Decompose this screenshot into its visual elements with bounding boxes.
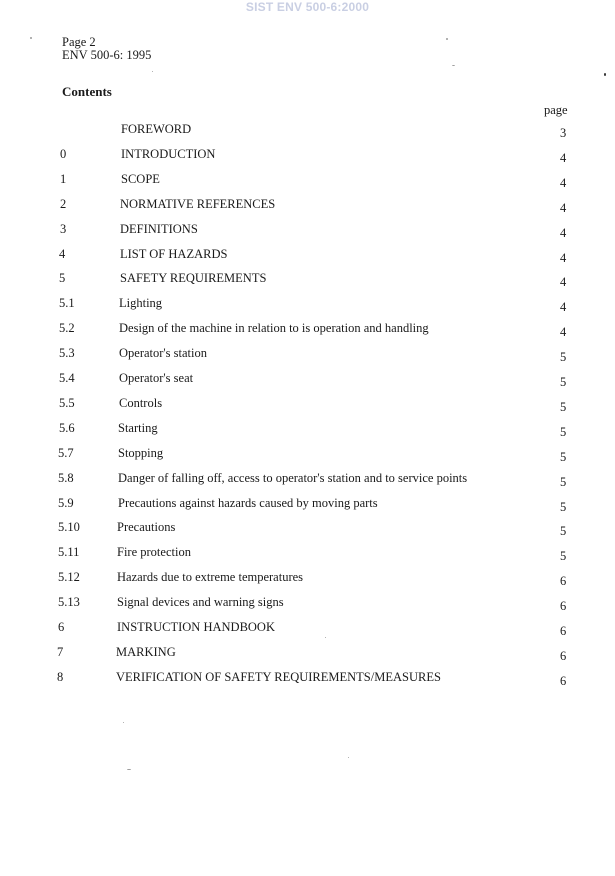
toc-entry-title: DEFINITIONS xyxy=(120,221,198,236)
scan-speck xyxy=(604,73,606,76)
scan-speck xyxy=(452,65,455,66)
toc-entry-number: 5.7 xyxy=(58,445,74,460)
toc-entry-number: 5.9 xyxy=(58,495,74,510)
toc-entry-number: 0 xyxy=(60,146,67,161)
scan-speck xyxy=(348,757,349,758)
scan-speck xyxy=(446,38,448,40)
toc-entry-number: 5.3 xyxy=(59,346,75,361)
toc-entry-number: 5 xyxy=(59,271,66,286)
toc-entry-page: 5 xyxy=(560,499,567,514)
toc-entry-page: 3 xyxy=(560,126,567,140)
toc-entry xyxy=(0,419,615,437)
toc-entry-title: INSTRUCTION HANDBOOK xyxy=(117,620,275,634)
toc-entry-page: 5 xyxy=(560,399,567,414)
toc-entry-number: 5.11 xyxy=(58,545,80,560)
standard-reference: ENV 500-6: 1995 xyxy=(62,48,152,62)
scan-speck xyxy=(152,71,153,72)
toc-entry-number: 5.10 xyxy=(58,520,80,535)
toc-entry xyxy=(0,518,615,539)
toc-entry-page: 5 xyxy=(560,350,567,365)
toc-entry-page: 4 xyxy=(560,200,567,215)
toc-entry-number: 5.4 xyxy=(59,371,75,385)
toc-entry-title: Precautions against hazards caused by moving parts xyxy=(118,495,378,510)
toc-entry xyxy=(0,643,615,661)
toc-entry-page: 4 xyxy=(560,150,567,165)
contents-heading: Contents xyxy=(62,84,112,99)
toc-entry xyxy=(0,120,615,138)
toc-entry-number: 7 xyxy=(57,644,64,659)
toc-entry-page: 6 xyxy=(560,648,567,663)
toc-entry-page: 5 xyxy=(560,375,567,389)
toc-entry-title: Controls xyxy=(119,395,163,410)
toc-entry-number: 2 xyxy=(60,196,67,211)
toc-entry xyxy=(0,344,615,365)
toc-entry-title: Signal devices and warning signs xyxy=(117,595,284,610)
toc-entry-page: 5 xyxy=(560,424,567,439)
toc-entry-title: Fire protection xyxy=(117,545,191,560)
toc-entry xyxy=(0,543,615,564)
toc-entry-page: 4 xyxy=(560,225,567,240)
toc-entry-number: 5.1 xyxy=(59,296,75,311)
toc-entry-title: Stopping xyxy=(118,445,164,460)
toc-entry-page: 4 xyxy=(560,300,567,315)
page-number-label: Page 2 xyxy=(62,35,96,49)
toc-entry xyxy=(0,195,615,213)
toc-entry-number: 5.12 xyxy=(58,570,80,585)
toc-entry-title: SCOPE xyxy=(121,171,160,186)
toc-entry xyxy=(0,568,615,589)
toc-entry xyxy=(0,369,615,387)
toc-entry-title: INTRODUCTION xyxy=(121,146,216,161)
toc-entry xyxy=(0,469,615,487)
toc-entry-number: 5.5 xyxy=(59,395,75,410)
toc-entry-page: 5 xyxy=(560,549,567,564)
toc-entry xyxy=(0,294,615,315)
toc-entry-title: FOREWORD xyxy=(121,122,192,136)
toc-entry xyxy=(0,220,615,238)
toc-entry-title: Starting xyxy=(118,420,158,435)
toc-entry xyxy=(0,494,615,512)
toc-entry xyxy=(0,145,615,163)
toc-entry-title: Lighting xyxy=(119,296,163,311)
toc-entry-number: 5.2 xyxy=(59,321,75,336)
toc-entry-page: 5 xyxy=(560,524,567,539)
toc-entry-title: Operator's station xyxy=(119,346,207,361)
toc-entry-title: SAFETY REQUIREMENTS xyxy=(120,271,267,286)
toc-entry-title: Hazards due to extreme temperatures xyxy=(117,570,304,585)
toc-entry xyxy=(0,668,615,686)
toc-entry-page: 6 xyxy=(560,574,567,589)
toc-entry-number: 5.13 xyxy=(58,595,80,610)
toc-entry-page: 6 xyxy=(560,599,567,614)
toc-entry xyxy=(0,444,615,462)
toc-entry-page: 4 xyxy=(560,325,567,340)
toc-entry-number: 3 xyxy=(60,221,67,236)
toc-entry-number: 1 xyxy=(60,171,67,186)
toc-entry-page: 5 xyxy=(560,474,567,489)
toc-entry-number: 5.6 xyxy=(59,420,75,435)
toc-entry xyxy=(0,319,615,340)
scan-speck xyxy=(30,37,32,39)
toc-entry-title: Precautions xyxy=(117,520,176,535)
toc-entry-number: 8 xyxy=(57,669,64,684)
toc-entry-page: 6 xyxy=(560,624,567,638)
toc-entry-page: 5 xyxy=(560,449,567,464)
toc-entry xyxy=(0,245,615,263)
toc-entry-page: 6 xyxy=(560,673,567,688)
toc-entry-title: Danger of falling off, access to operator's station and to service points xyxy=(118,470,468,485)
watermark: SIST ENV 500-6:2000 xyxy=(245,0,370,14)
toc-entry-number: 5.8 xyxy=(58,470,74,485)
scan-speck xyxy=(123,722,124,723)
scan-speck xyxy=(127,769,131,770)
toc-entry-page: 4 xyxy=(560,250,567,265)
toc-entry xyxy=(0,269,615,290)
toc-entry-title: NORMATIVE REFERENCES xyxy=(120,196,276,211)
toc-entry-title: Operator's seat xyxy=(119,371,194,385)
toc-entry-number: 6 xyxy=(58,620,65,634)
page-column-label: page xyxy=(544,103,568,117)
toc-entry-title: VERIFICATION OF SAFETY REQUIREMENTS/MEASURES xyxy=(116,669,441,684)
scan-speck xyxy=(325,637,326,638)
toc-entry xyxy=(0,618,615,636)
toc-entry xyxy=(0,170,615,188)
toc-entry-title: MARKING xyxy=(116,644,176,659)
toc-entry-page: 4 xyxy=(560,275,567,290)
toc-entry-title: LIST OF HAZARDS xyxy=(120,246,228,261)
toc-entry-number: 4 xyxy=(59,246,66,261)
toc-entry-page: 4 xyxy=(560,175,567,190)
toc-entry-title: Design of the machine in relation to is operation and handling xyxy=(119,321,429,336)
toc-entry xyxy=(0,394,615,412)
toc-entry xyxy=(0,593,615,614)
